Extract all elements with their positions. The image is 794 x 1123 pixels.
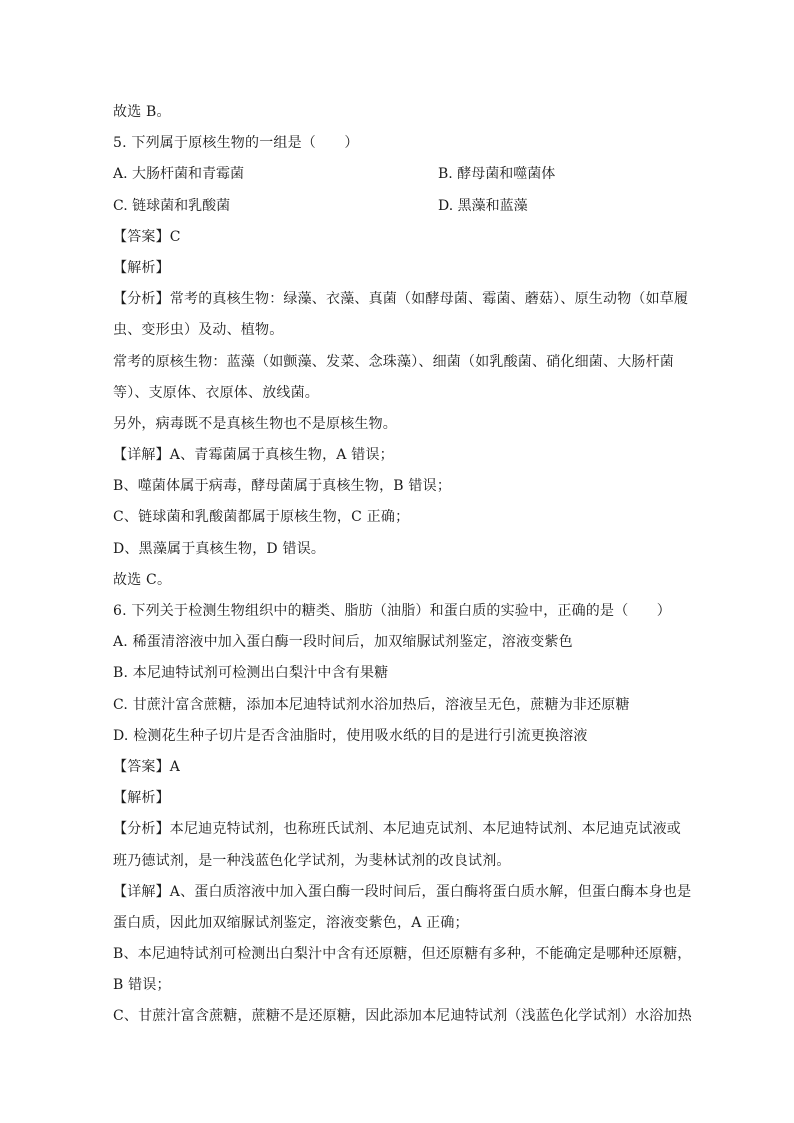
detail-text: 【详解】A、蛋白质溶液中加入蛋白酶一段时间后，蛋白酶将蛋白质水解，但蛋白酶本身也是	[113, 883, 692, 900]
detail-text: C、甘蔗汁富含蔗糖，蔗糖不是还原糖，因此添加本尼迪特试剂（浅蓝色化学试剂）水浴加热	[113, 1008, 692, 1025]
conclusion-text: 故选 C。	[113, 571, 172, 588]
option-b: B. 酵母菌和噬菌体	[438, 166, 556, 183]
option-c: C. 甘蔗汁富含蔗糖，添加本尼迪特试剂水浴加热后，溶液呈无色，蔗糖为非还原糖	[113, 696, 630, 713]
analysis-text: 另外，病毒既不是真核生物也不是原核生物。	[113, 415, 397, 432]
document-page	[113, 97, 692, 1033]
option-a: A. 大肠杆菌和青霉菌	[113, 166, 245, 183]
analysis-text: 虫、变形虫）及动、植物。	[113, 322, 284, 339]
question-5-options-row-2	[113, 191, 683, 222]
analysis-text: 等）、支原体、衣原体、放线菌。	[113, 384, 319, 401]
analysis-text: 【分析】本尼迪克特试剂，也称班氏试剂、本尼迪克试剂、本尼迪特试剂、本尼迪克试液或	[113, 821, 681, 838]
text-line: 故选 B。	[113, 104, 171, 120]
detail-text: B 错误；	[113, 977, 171, 994]
option-d: D. 检测花生种子切片是否含油脂时，使用吸水纸的目的是进行引流更换溶液	[113, 727, 588, 744]
analysis-label: 【解析】	[113, 790, 170, 807]
detail-text: B、本尼迪特试剂可检测出白梨汁中含有还原糖，但还原糖有多种，不能确定是哪种还原糖，	[113, 946, 692, 963]
question-5-stem: 5. 下列属于原核生物的一组是（ ）	[113, 135, 359, 152]
detail-text: D、黑藻属于真核生物，D 错误。	[113, 540, 326, 557]
detail-text: 【详解】A、青霉菌属于真核生物，A 错误；	[113, 447, 394, 464]
answer-label: 【答案】A	[113, 758, 181, 775]
analysis-text: 班乃德试剂，是一种浅蓝色化学试剂，为斐林试剂的改良试剂。	[113, 852, 511, 869]
detail-text: 蛋白质，因此加双缩脲试剂鉴定，溶液变紫色，A 正确；	[113, 914, 469, 931]
question-5-options-row-1	[113, 159, 683, 190]
analysis-text: 常考的原核生物：蓝藻（如颤藻、发菜、念珠藻）、细菌（如乳酸菌、硝化细菌、大肠杆菌	[113, 353, 674, 370]
option-b: B. 本尼迪特试剂可检测出白梨汁中含有果糖	[113, 665, 389, 682]
question-6-stem: 6. 下列关于检测生物组织中的糖类、脂肪（油脂）和蛋白质的实验中，正确的是（ ）	[113, 603, 672, 619]
option-c: C. 链球菌和乳酸菌	[113, 197, 231, 214]
detail-text: B、噬菌体属于病毒，酵母菌属于真核生物，B 错误；	[113, 478, 452, 495]
option-d: D. 黑藻和蓝藻	[438, 197, 528, 214]
detail-text: C、链球菌和乳酸菌都属于原核生物，C 正确；	[113, 509, 410, 526]
analysis-text: 【分析】常考的真核生物：绿藻、衣藻、真菌（如酵母菌、霉菌、蘑菇）、原生动物（如草履	[113, 291, 689, 308]
analysis-label: 【解析】	[113, 259, 170, 276]
option-a: A. 稀蛋清溶液中加入蛋白酶一段时间后，加双缩脲试剂鉴定，溶液变紫色	[113, 634, 573, 651]
answer-label: 【答案】C	[113, 228, 181, 245]
